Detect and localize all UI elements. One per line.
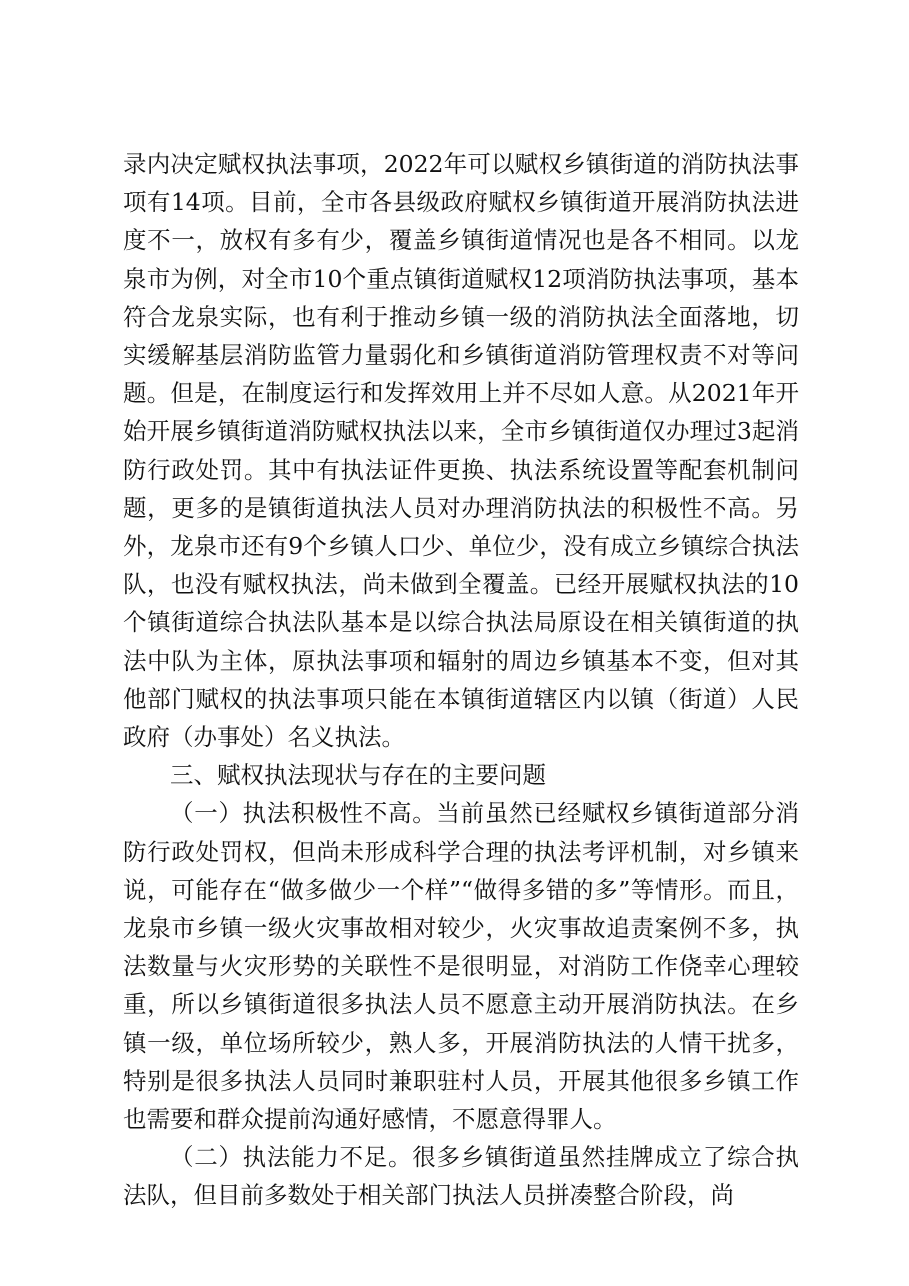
section-heading-3: 三、赋权执法现状与存在的主要问题 bbox=[170, 761, 546, 790]
paragraph-enforcement-motivation: （一）执法积极性不高。当前虽然已经赋权乡镇街道部分消防行政处罚权，但尚未形成科学合理的执法考评机制，对乡镇来说，可能存在“做多做少一个样”“做得多错的多”等情形。而且，龙泉市乡镇一级火灾事故相对较少，火灾事故追责案例不多，执法数量与火灾形势的关联性不是很明显，对消防工作侥幸心理较重，所以乡镇街道很多执法人员不愿意主动开展消防执法。在乡镇一级，单位场所较少，熟人多，开展消防执法的人情干扰多，特别是很多执法人员同时兼职驻村人员，开展其他很多乡镇工作也需要和群众提前沟通好感情，不愿意得罪人。 bbox=[123, 799, 799, 1134]
document-body bbox=[123, 145, 799, 1215]
paragraph-continuation: 录内决定赋权执法事项，2022年可以赋权乡镇街道的消防执法事项有14项。目前，全市各县级政府赋权乡镇街道开展消防执法进度不一，放权有多有少，覆盖乡镇街道情况也是各不相同。以龙泉市为例，对全市10个重点镇街道赋权12项消防执法事项，基本符合龙泉实际，也有利于推动乡镇一级的消防执法全面落地，切实缓解基层消防监管力量弱化和乡镇街道消防管理权责不对等问题。但是，在制度运行和发挥效用上并不尽如人意。从2021年开始开展乡镇街道消防赋权执法以来，全市乡镇街道仅办理过3起消防行政处罚。其中有执法证件更换、执法系统设置等配套机制问题，更多的是镇街道执法人员对办理消防执法的积极性不高。另外，龙泉市还有9个乡镇人口少、单位少，没有成立乡镇综合执法队，也没有赋权执法，尚未做到全覆盖。已经开展赋权执法的10个镇街道综合执法队基本是以综合执法局原设在相关镇街道的执法中队为主体，原执法事项和辐射的周边乡镇基本不变，但对其他部门赋权的执法事项只能在本镇街道辖区内以镇（街道）人民政府（办事处）名义执法。 bbox=[123, 150, 799, 752]
paragraph-enforcement-capability: （二）执法能力不足。很多乡镇街道虽然挂牌成立了综合执法队，但目前多数处于相关部门执法人员拼凑整合阶段，尚 bbox=[123, 1143, 799, 1210]
